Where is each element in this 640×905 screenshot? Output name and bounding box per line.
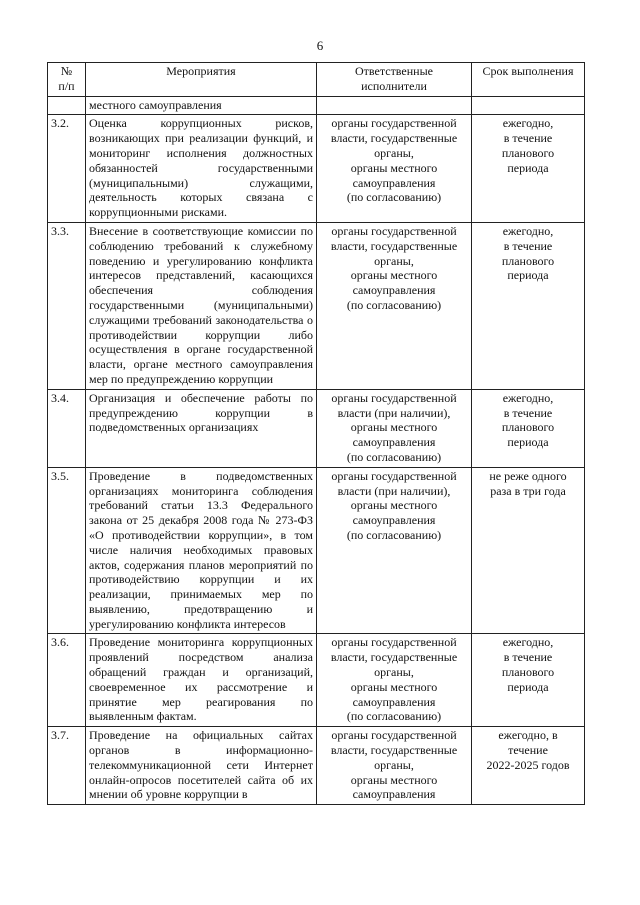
row-number: 3.2. <box>48 115 86 223</box>
row-number: 3.6. <box>48 634 86 727</box>
table-header-row <box>48 63 585 97</box>
table-row <box>48 222 585 389</box>
row-term: ежегодно, в течение планового периода <box>472 389 585 467</box>
row-responsible: органы государственной власти (при наличии), органы местного самоуправления (по согласованию) <box>317 467 472 634</box>
row-term: ежегодно, в течение 2022-2025 годов <box>472 727 585 805</box>
continuation-text: местного самоуправления <box>86 96 317 115</box>
row-responsible: органы государственной власти, государственные органы, органы местного самоуправления (по согласованию) <box>317 222 472 389</box>
activities-table <box>47 62 585 805</box>
row-number: 3.3. <box>48 222 86 389</box>
row-number: 3.5. <box>48 467 86 634</box>
row-activity: Оценка коррупционных рисков, возникающих при реализации функций, и мониторинг исполнения должностных обязанностей государственными (муниципальными) служащими, деятельность которых связана с коррупционными рисками. <box>86 115 317 223</box>
header-num: № п/п <box>48 63 86 97</box>
table-row <box>48 389 585 467</box>
row-term: не реже одного раза в три года <box>472 467 585 634</box>
continuation-row <box>48 96 585 115</box>
row-responsible: органы государственной власти (при наличии), органы местного самоуправления (по согласованию) <box>317 389 472 467</box>
row-activity: Проведение мониторинга коррупционных проявлений посредством анализа обращений граждан и организаций, своевременное их рассмотрение и принятие мер реагирования по выявленным фактам. <box>86 634 317 727</box>
row-responsible: органы государственной власти, государственные органы, органы местного самоуправления (по согласованию) <box>317 115 472 223</box>
row-activity: Внесение в соответствующие комиссии по соблюдению требований к служебному поведению и урегулированию конфликта интересов представлений, касающихся обеспечения соблюдения государственными (муниципальными) служащими требований законодательства о противодействии коррупции либо осуществления в органе государственной власти, органе местного самоуправления мер по предупреждению коррупции <box>86 222 317 389</box>
row-term: ежегодно, в течение планового периода <box>472 115 585 223</box>
table-row <box>48 467 585 634</box>
row-number: 3.4. <box>48 389 86 467</box>
table-row <box>48 115 585 223</box>
table-row <box>48 727 585 805</box>
row-term: ежегодно, в течение планового периода <box>472 222 585 389</box>
header-activities: Мероприятия <box>86 63 317 97</box>
header-term: Срок выполнения <box>472 63 585 97</box>
table-row <box>48 634 585 727</box>
row-responsible: органы государственной власти, государственные органы, органы местного самоуправления <box>317 727 472 805</box>
page-number: 6 <box>316 38 324 53</box>
row-number: 3.7. <box>48 727 86 805</box>
row-activity: Организация и обеспечение работы по предупреждению коррупции в подведомственных организациях <box>86 389 317 467</box>
row-term: ежегодно, в течение планового периода <box>472 634 585 727</box>
row-responsible: органы государственной власти, государственные органы, органы местного самоуправления (по согласованию) <box>317 634 472 727</box>
header-responsible: Ответственные исполнители <box>317 63 472 97</box>
row-activity: Проведение в подведомственных организациях мониторинга соблюдения требований статьи 13.3 Федерального закона от 25 декабря 2008 года № 273-ФЗ «О противодействии коррупции», в том числе наличия необходимых правовых актов, содержания планов мероприятий по противодействию коррупции и их реализации, принимаемых мер по выявлению, предотвращению и урегулированию конфликта интересов <box>86 467 317 634</box>
row-activity: Проведение на официальных сайтах органов в информационно-телекоммуникационной сети Интернет онлайн-опросов посетителей сайта об их мнении об уровне коррупции в <box>86 727 317 805</box>
